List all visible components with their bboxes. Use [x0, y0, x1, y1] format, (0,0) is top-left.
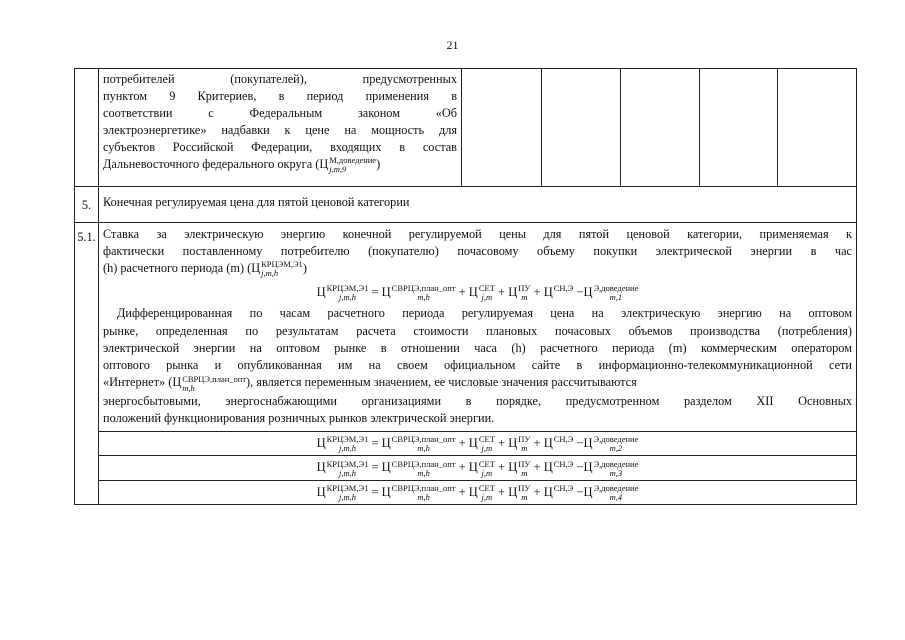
formula-row	[99, 480, 856, 504]
table-row-section-5-1	[75, 223, 857, 505]
value-cell	[700, 69, 778, 187]
price-symbol: Ц	[251, 261, 261, 275]
heading-line: Ставка за электрическую энергию конечной регулируемой цены для пятой ценовой категории, применяемая к	[103, 227, 852, 241]
formula-row	[99, 432, 856, 456]
table-row-section-5	[75, 187, 857, 223]
formula-row	[99, 456, 856, 480]
formula-4: Ц КРЦЭМ,Э1 j,m,h = Ц СВРЦЭ,план_опт m,h + Ц СЕТ j,m + Ц ПУ m + Ц СН,Э −Ц Э,доведение m,4	[316, 482, 639, 502]
symbol-subscript: j,m,9	[329, 164, 347, 175]
formula-2: Ц КРЦЭМ,Э1 j,m,h = Ц СВРЦЭ,план_опт m,h + Ц СЕТ j,m + Ц ПУ m + Ц СН,Э −Ц Э,доведение m,2	[316, 434, 639, 454]
tariff-table	[74, 68, 857, 505]
para-line: Дифференцированная по часам расчетного периода регулируемая цена на электрическую энергию на оптовом	[117, 306, 852, 321]
row-number: 5.	[75, 187, 99, 223]
table-row-continuation	[75, 69, 857, 187]
desc-line: соответствии с Федеральным законом «Об	[103, 106, 457, 120]
page-number: 21	[446, 38, 459, 52]
para-line: рынке, определенная по результатам расчета стоимости плановых почасовых объемов производства (потребления)	[103, 323, 852, 338]
para-line: электрической энергии на оптовом рынке в отношении часа (h) расчетного периода (m) коммерческим оператором	[103, 340, 852, 355]
symbol-subscript: j,m,h	[261, 268, 279, 279]
formula-3: Ц КРЦЭМ,Э1 j,m,h = Ц СВРЦЭ,план_опт m,h + Ц СЕТ j,m + Ц ПУ m + Ц СН,Э −Ц Э,доведение m,3	[316, 458, 639, 478]
desc-line: пунктом 9 Критериев, в период применения в	[103, 89, 457, 103]
value-cell	[778, 69, 857, 187]
heading-line: фактически поставленному потребителю (покупателю) почасовому объему покупки электрической энергии в час	[103, 244, 852, 258]
value-cell	[621, 69, 700, 187]
row-description-cell	[99, 69, 462, 187]
heading-text: (h) расчетного периода (m) (	[103, 261, 252, 275]
para-line: «Интернет» (Ц СВРЦЭ,план_опт m,h ), является переменным значением, ее числовые значения рассчитываются	[103, 373, 637, 393]
para-line: энергосбытовыми, энергоснабжающими организациями в порядке, предусмотренном разделом XII Основных	[103, 393, 852, 408]
formula-table	[99, 281, 856, 503]
formula-1: Ц КРЦЭМ,Э1 j,m,h = Ц СВРЦЭ,план_опт m,h + Ц СЕТ j,m + Ц ПУ m + Ц СН,Э −Ц Э,доведение m,1	[316, 283, 639, 303]
desc-text: Дальневосточного федерального округа (	[103, 157, 320, 171]
section-5-1-content	[99, 223, 857, 505]
symbol-superscript: М,доведение	[329, 155, 377, 166]
explanation-paragraph	[99, 304, 856, 431]
para-line: оптового рынка и опубликованная им на своем официальном сайте в информационно-телекоммуникационной сети	[103, 358, 852, 373]
desc-line: потребителей (покупателей), предусмотренных	[103, 72, 457, 86]
closing-paren: )	[376, 157, 381, 171]
para-line: положений функционирования розничных рынков электрической энергии.	[103, 410, 495, 425]
heading-last-line	[103, 260, 852, 278]
desc-line: субъектов Российской Федерации, входящих в состав	[103, 140, 457, 154]
desc-line: электроэнергетике» надбавки к цене на мощность для	[103, 123, 457, 137]
row-number-cell	[75, 69, 99, 187]
section-title-text: Конечная регулируемая цена для пятой ценовой категории	[103, 195, 410, 209]
formula-row	[99, 281, 856, 432]
value-cell	[542, 69, 621, 187]
desc-last-line	[103, 156, 457, 174]
closing-paren: )	[302, 261, 307, 275]
section-title	[99, 187, 857, 223]
price-symbol: Ц	[319, 157, 329, 171]
value-cell	[462, 69, 542, 187]
row-number: 5.1.	[75, 223, 99, 505]
symbol-superscript: КРЦЭМ,Э1	[261, 259, 303, 270]
